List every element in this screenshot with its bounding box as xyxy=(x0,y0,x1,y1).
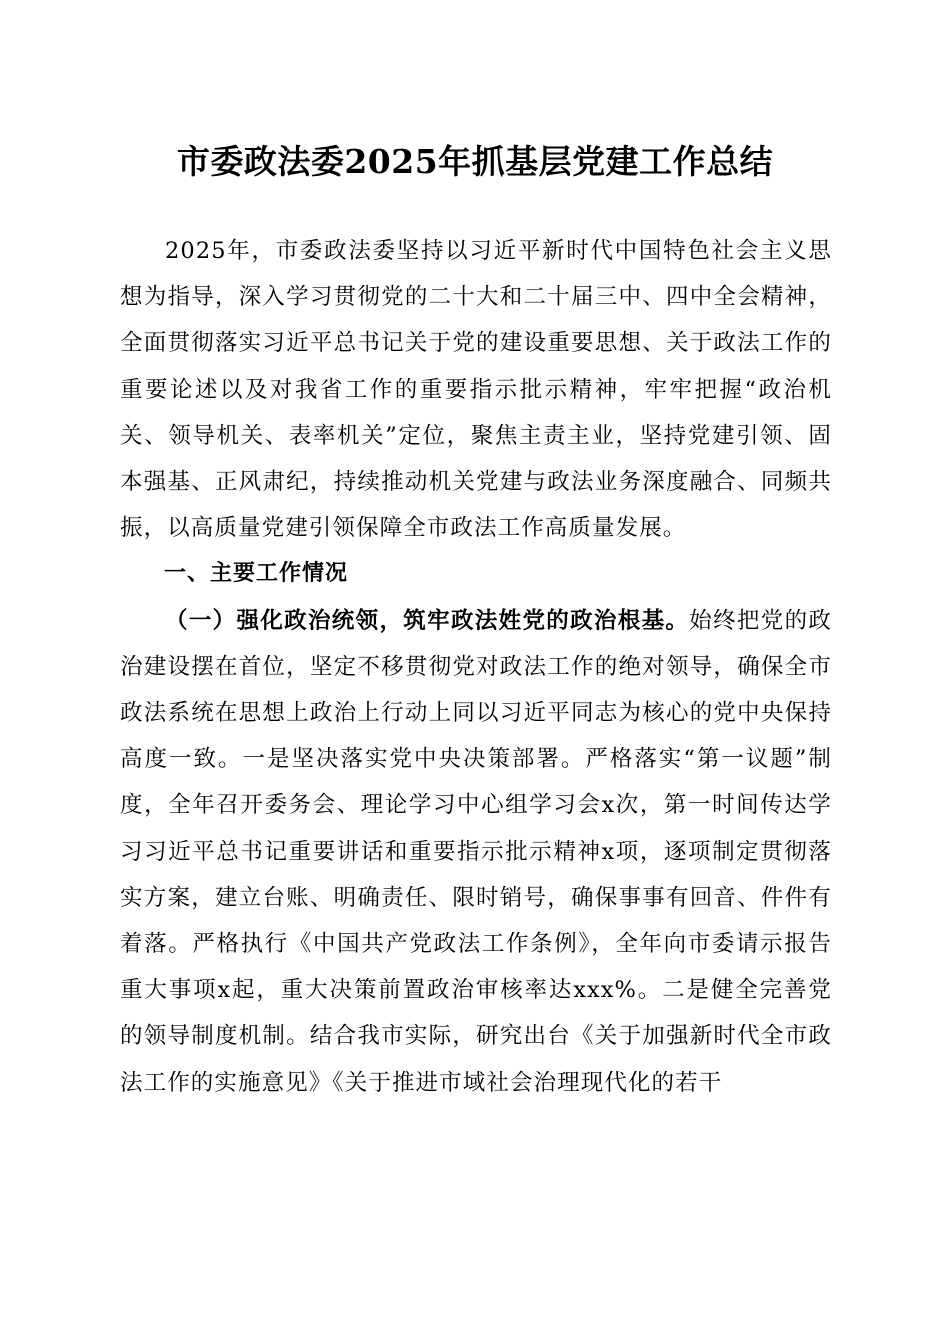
document-body xyxy=(120,228,832,1106)
intro-paragraph: 2025年，市委政法委坚持以习近平新时代中国特色社会主义思想为指导，深入学习贯彻党的二十大和二十届三中、四中全会精神，全面贯彻落实习近平总书记关于党的建设重要思想、关于政法工作的重要论述以及对我省工作的重要指示批示精神，牢牢把握“政治机关、领导机关、表率机关”定位，聚焦主责主业，坚持党建引领、固本强基、正风肃纪，持续推动机关党建与政法业务深度融合、同频共振，以高质量党建引领保障全市政法工作高质量发展。 xyxy=(120,238,832,542)
section-heading: 一、主要工作情况 xyxy=(164,561,349,587)
subsection-lead-in: （一）强化政治统领，筑牢政法姓党的政治根基。 xyxy=(165,607,690,634)
subsection-paragraph xyxy=(120,598,832,1106)
document-title: 市委政法委2025年抓基层党建工作总结 xyxy=(176,142,774,181)
subsection-body-text: 始终把党的政治建设摆在首位，坚定不移贯彻党对政法工作的绝对领导，确保全市政法系统在思想上政治上行动上同以习近平同志为核心的党中央保持高度一致。一是坚决落实党中央决策部署。严格落实“第一议题”制度，全年召开委务会、理论学习中心组学习会x次，第一时间传达学习习近平总书记重要讲话和重要指示批示精神x项，逐项制定贯彻落实方案，建立台账、明确责任、限时销号，确保事事有回音、件件有着落。严格执行《中国共产党政法工作条例》，全年向市委请示报告重大事项x起，重大决策前置政治审核率达xxx%。二是健全完善党的领导制度机制。结合我市实际，研究出台《关于加强新时代全市政法工作的实施意见》《关于推进市域社会治理现代化的若干 xyxy=(120,607,832,1096)
